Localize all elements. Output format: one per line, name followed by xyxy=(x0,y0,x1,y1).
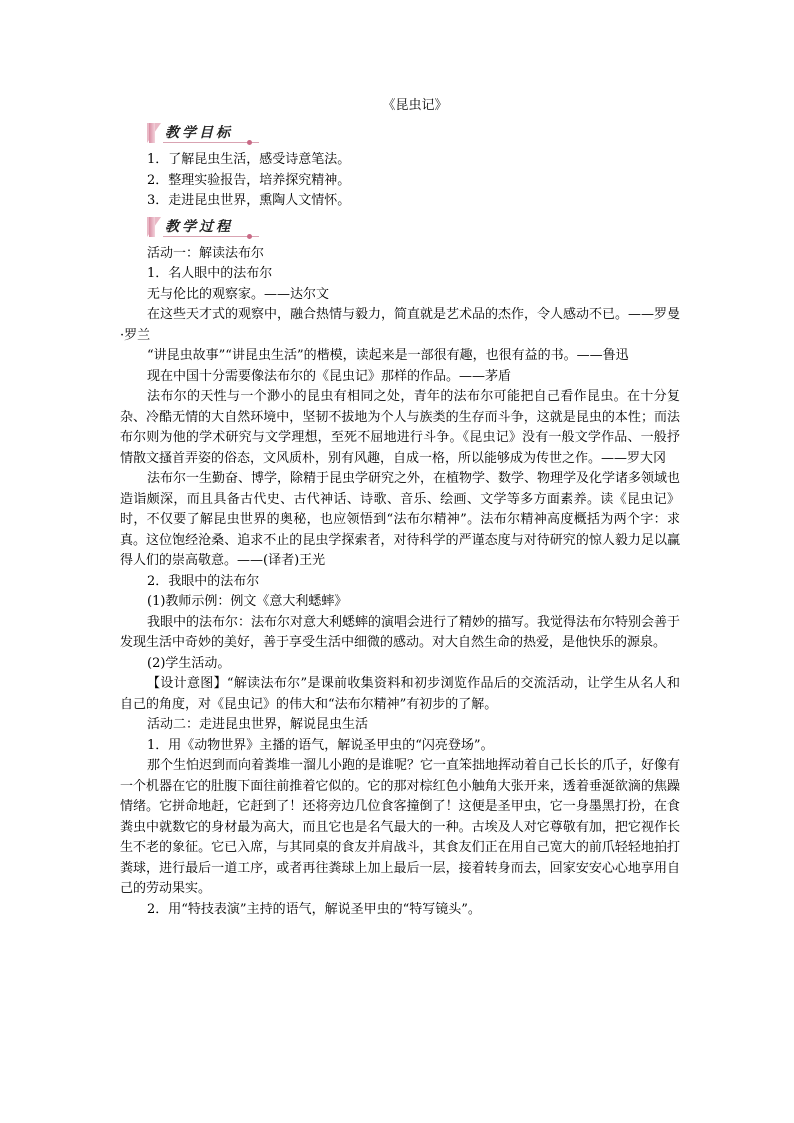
heading-underline xyxy=(163,142,259,143)
quote: 无与伦比的观察家。——达尔文 xyxy=(147,286,330,302)
subheading: 2．我眼中的法布尔 xyxy=(147,573,260,589)
design-intent-label: 【设计意图】 xyxy=(147,676,227,691)
subheading: (2)学生活动。 xyxy=(147,655,231,671)
quote: 现在中国十分需要像法布尔的《昆虫记》那样的作品。——茅盾 xyxy=(147,368,512,384)
subheading: 1．名人眼中的法布尔 xyxy=(147,266,273,281)
design-intent-text: “解读法布尔”是课前收集资料和初步浏览作品后的交流活动，让学生从名人和自己的角度，对《昆虫记》的伟大和“法布尔精神”有初步的了解。 xyxy=(120,676,680,712)
goal-item: 2．整理实验报告，培养探究精神。 xyxy=(147,172,351,188)
section-heading-label: 教学过程 xyxy=(165,218,233,235)
subheading: 1．用《动物世界》主播的语气，解说圣甲虫的“闪亮登场”。 xyxy=(147,737,494,753)
design-intent xyxy=(120,674,680,715)
subheading: (1)教师示例：例文《意大利蟋蟀》 xyxy=(147,594,348,609)
heading-dot-icon xyxy=(247,234,252,239)
heading-ribbon-shade xyxy=(149,123,155,143)
goal-item: 1．了解昆虫生活，感受诗意笔法。 xyxy=(147,152,351,167)
heading-underline xyxy=(163,236,259,237)
document-page xyxy=(120,96,680,920)
section-heading-process xyxy=(147,214,680,240)
section-heading-goals xyxy=(147,120,680,146)
narration: 那个生怕迟到而向着粪堆一溜儿小跑的是谁呢？它一直笨拙地挥动着自己长长的爪子，好像有一个机器在它的肚腹下面往前推着它似的。它的那对棕红色小触角大张开来，透着垂涎欲滴的焦躁情绪。它拼命地赶，它赶到了！还将旁边几位食客撞倒了！这便是圣甲虫，它一身墨黑打扮，在食粪虫中就数它的身材最为高大，而且它也是名气最大的一种。古埃及人对它尊敬有加，把它视作长生不老的象征。它已入席，与其同桌的食友并肩战斗，其食友们正在用自己宽大的前爪轻轻地拍打粪球，进行最后一道工序，或者再往粪球上加上最后一层，接着转身而去，回家安安心心地享用自己的劳动果实。 xyxy=(120,758,681,896)
activity-title: 活动二：走进昆虫世界，解说昆虫生活 xyxy=(147,717,369,732)
activity-title: 活动一：解读法布尔 xyxy=(147,245,265,261)
heading-ribbon-shade xyxy=(149,217,155,237)
quote: 法布尔一生勤奋、博学，除精于昆虫学研究之外，在植物学、数学、物理学及化学诸多领域也造诣颇深，而且具备古代史、古代神话、诗歌、音乐、绘画、文学等多方面素养。读《昆虫记》时，不仅要了解昆虫世界的奥秘，也应领悟到“法布尔精神”。法布尔精神高度概括为两个字：求真。这位饱经沧桑、追求不止的昆虫学探索者，对待科学的严谨态度与对待研究的惊人毅力足以赢得人们的崇高敬意。——(译者)王光 xyxy=(120,471,681,568)
goal-item: 3．走进昆虫世界，熏陶人文情怀。 xyxy=(147,193,351,208)
teacher-example: 我眼中的法布尔：法布尔对意大利蟋蟀的演唱会进行了精妙的描写。我觉得法布尔特别会善于发现生活中奇妙的美好，善于享受生活中细微的感动。对大自然生命的热爱，是他快乐的源泉。 xyxy=(120,614,681,650)
heading-dot-icon xyxy=(247,140,252,145)
quote: “讲昆虫故事”“讲昆虫生活”的楷模，读起来是一部很有趣，也很有益的书。——鲁迅 xyxy=(147,348,629,363)
section-heading-label: 教学目标 xyxy=(165,125,233,141)
quote: 在这些天才式的观察中，融合热情与毅力，简直就是艺术品的杰作，令人感动不已。——罗曼·罗兰 xyxy=(120,307,681,343)
document-title: 《昆虫记》 xyxy=(382,98,448,113)
quote: 法布尔的天性与一个渺小的昆虫有相同之处，青年的法布尔可能把自己看作昆虫。在十分复杂、冷酷无情的大自然环境中，坚韧不拔地为个人与族类的生存而斗争，这就是昆虫的本性；而法布尔则为他的学术研究与文学理想，至死不屈地进行斗争。《昆虫记》没有一般文学作品、一般抒情散文搔首弄姿的俗态，文风质朴，别有风趣，自成一格，所以能够成为传世之作。——罗大冈 xyxy=(120,389,680,466)
subheading: 2．用“特技表演”主持的语气，解说圣甲虫的“特写镜头”。 xyxy=(147,901,481,917)
